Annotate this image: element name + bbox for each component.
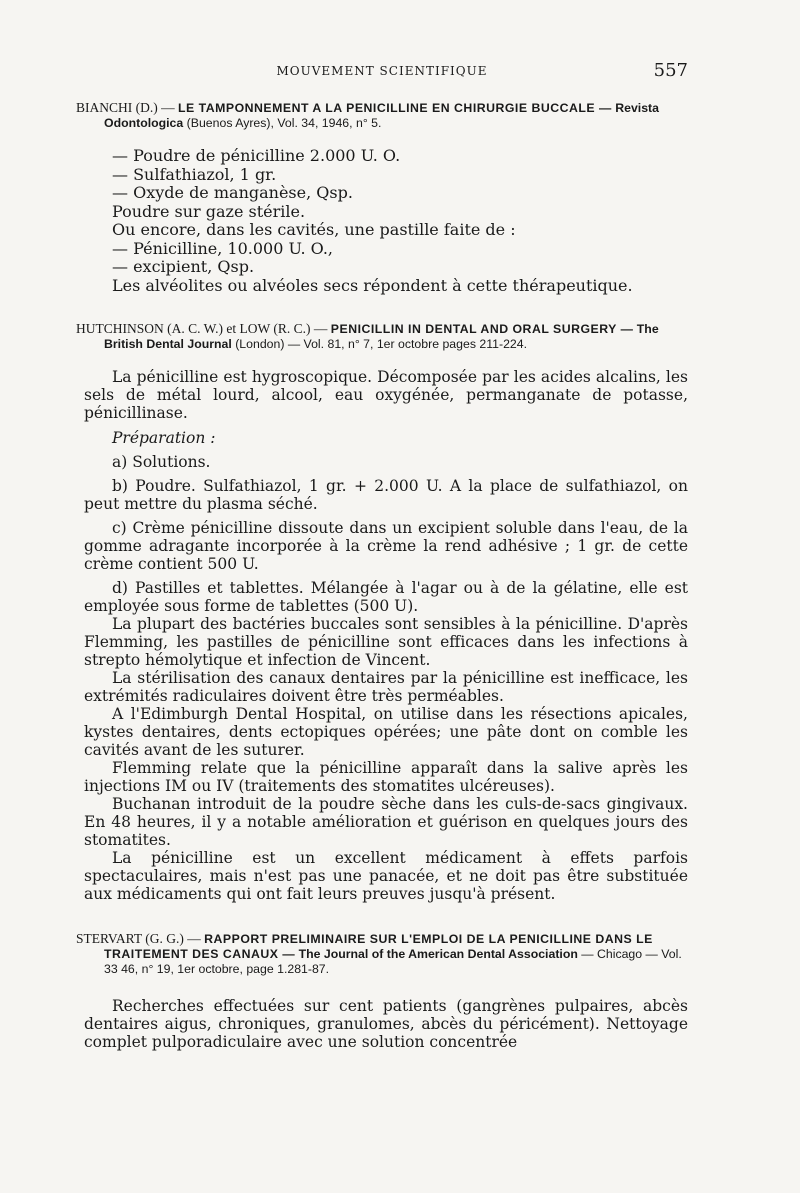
reference-hutchinson xyxy=(76,321,688,352)
formula-line: — Pénicilline, 10.000 U. O., xyxy=(112,238,334,258)
reference-title: RAPPORT PRELIMINAIRE SUR L'EMPLOI DE LA PENICILLINE DANS LE TRAITEMENT DES CANAUX — xyxy=(104,932,653,961)
paragraph: La plupart des bactéries buccales sont sensibles à la pénicilline. D'après Flemming, les pastilles de pénicilline sont efficaces dans les infections à strepto hémolytique et infection de Vincent. xyxy=(84,615,688,669)
page-number: 557 xyxy=(653,60,688,81)
reference-journal: Revista Odontologica xyxy=(104,101,659,130)
formula-line: — Sulfathiazol, 1 gr. xyxy=(112,164,277,184)
paragraph: c) Crème pénicilline dissoute dans un excipient soluble dans l'eau, de la gomme adragante incorporée à la crème la rend adhésive ; 1 gr. de cette crème contient 500 U. xyxy=(84,519,688,573)
reference-title: PENICILLIN IN DENTAL AND ORAL SURGERY — xyxy=(330,322,634,336)
reference-authors: STERVART (G. G.) — xyxy=(76,931,201,946)
reference-details: (London) — Vol. 81, n° 7, 1er octobre pages 211-224. xyxy=(235,337,528,351)
formula-line: — Poudre de pénicilline 2.000 U. O. xyxy=(112,146,401,165)
paragraph: Flemming relate que la pénicilline apparaît dans la salive après les injections IM ou IV (traitements des stomatites ulcéreuses). xyxy=(84,759,688,795)
formula-block xyxy=(76,147,688,295)
paragraph: A l'Edimburgh Dental Hospital, on utilise dans les résections apicales, kystes dentaires, dents ectopiques opérées; une pâte dont on comble les cavités avant de les suturer. xyxy=(84,705,688,759)
paragraph: Buchanan introduit de la poudre sèche dans les culs-de-sacs gingivaux. En 48 heures, il y a notable amélioration et guérison en quelques jours des stomatites. xyxy=(84,795,688,849)
formula-line: Poudre sur gaze stérile. xyxy=(112,201,306,221)
hutchinson-body xyxy=(76,368,688,903)
reference-title: LE TAMPONNEMENT A LA PENICILLINE EN CHIRURGIE BUCCALE — xyxy=(178,101,612,115)
page xyxy=(76,60,688,1051)
paragraph: La stérilisation des canaux dentaires par la pénicilline est inefficace, les extrémités radiculaires doivent être très perméables. xyxy=(84,669,688,705)
reference-authors: HUTCHINSON (A. C. W.) et LOW (R. C.) — xyxy=(76,321,328,336)
paragraph: d) Pastilles et tablettes. Mélangée à l'agar ou à de la gélatine, elle est employée sous forme de tablettes (500 U). xyxy=(84,579,688,615)
paragraph: a) Solutions. xyxy=(112,453,211,471)
reference-bianchi xyxy=(76,100,688,131)
formula-line: — excipient, Qsp. xyxy=(112,257,255,276)
formula-line: — Oxyde de manganèse, Qsp. xyxy=(112,183,353,202)
running-head xyxy=(76,60,688,82)
formula-line: Ou encore, dans les cavités, une pastille faite de : xyxy=(112,220,516,239)
formula-line: Les alvéolites ou alvéoles secs répondent à cette thérapeutique. xyxy=(112,275,633,295)
paragraph: Recherches effectuées sur cent patients (gangrènes pulpaires, abcès dentaires aigus, chroniques, granulomes, abcès du péricément). Nettoyage complet pulporadiculaire avec une solution concentrée xyxy=(84,997,688,1051)
reference-journal: The Journal of the American Dental Association xyxy=(298,947,578,961)
reference-details: — Chicago — Vol. 33 46, n° 19, 1er octobre, page 1.281-87. xyxy=(104,947,682,976)
paragraph: La pénicilline est hygroscopique. Décomposée par les acides alcalins, les sels de métal lourd, alcool, eau oxygénée, permanganate de potasse, pénicillinase. xyxy=(84,368,688,422)
reference-authors: BIANCHI (D.) — xyxy=(76,100,175,115)
paragraph: b) Poudre. Sulfathiazol, 1 gr. + 2.000 U. A la place de sulfathiazol, on peut mettre du plasma séché. xyxy=(84,477,688,513)
reference-stervart xyxy=(76,931,688,977)
running-head-title: MOUVEMENT SCIENTIFIQUE xyxy=(276,64,488,78)
stervart-body xyxy=(76,997,688,1051)
paragraph: La pénicilline est un excellent médicament à effets parfois spectaculaires, mais n'est pas une panacée, et ne doit pas être substituée aux médicaments qui ont fait leurs preuves jusqu'à présent. xyxy=(84,849,688,903)
reference-journal: The British Dental Journal xyxy=(104,322,659,351)
section-heading: Préparation : xyxy=(112,429,216,447)
reference-details: (Buenos Ayres), Vol. 34, 1946, n° 5. xyxy=(186,116,382,130)
